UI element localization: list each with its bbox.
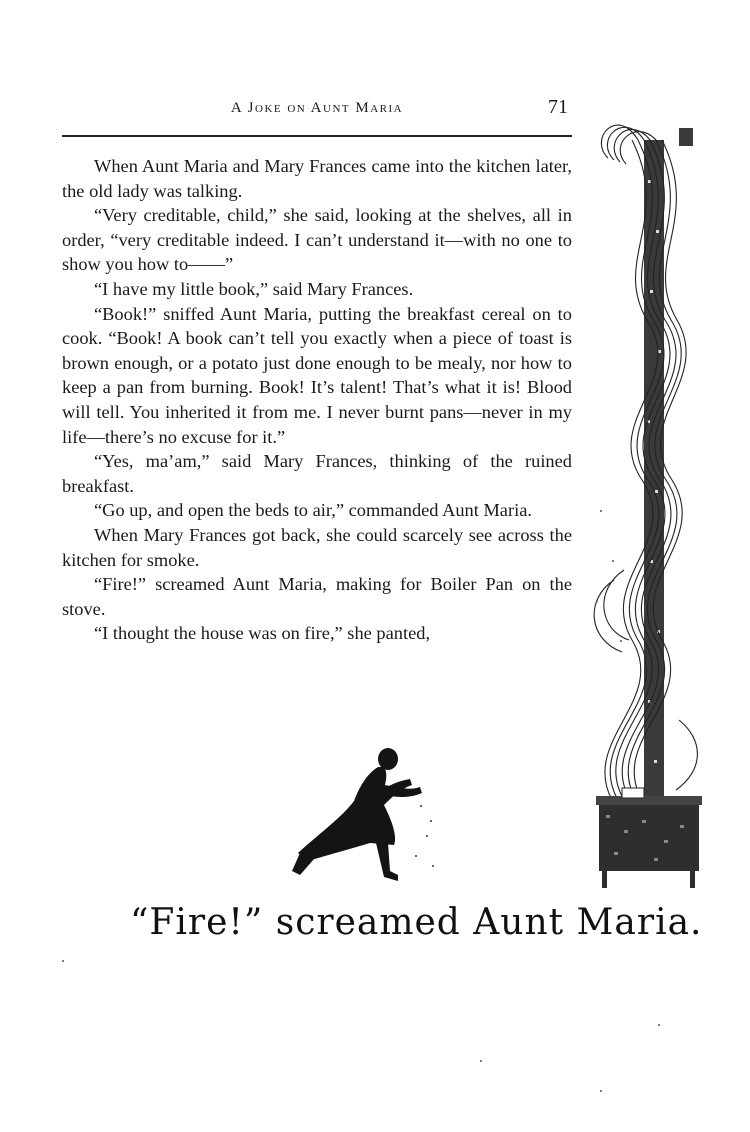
paragraph: “Fire!” screamed Aunt Maria, making for Boiler Pan on the stove.: [62, 574, 572, 619]
page-number: 71: [548, 96, 568, 118]
paragraph: “Very creditable, child,” she said, looking at the shelves, all in order, “very creditable indeed. I can’t understand it—with no one to show you how to——”: [62, 205, 572, 275]
paragraph: “Go up, and open the beds to air,” commanded Aunt Maria.: [94, 500, 532, 521]
paragraph: “Yes, ma’am,” said Mary Frances, thinking of the ruined breakfast.: [62, 451, 572, 496]
running-header: [62, 96, 572, 128]
print-speck: [620, 640, 622, 642]
print-speck: [658, 1024, 660, 1026]
print-speck: [480, 1060, 482, 1062]
illustration-caption: “Fire!” screamed Aunt Maria.: [130, 902, 703, 943]
aunt-maria-silhouette: [280, 745, 440, 895]
body-text: [62, 154, 572, 646]
print-speck: [600, 510, 602, 512]
paragraph: When Aunt Maria and Mary Frances came into the kitchen later, the old lady was talking.: [62, 156, 572, 201]
print-speck: [600, 1090, 602, 1092]
paragraph: “Book!” sniffed Aunt Maria, putting the breakfast cereal on to cook. “Book! A book can’t tell you exactly when a piece of toast is brown enough, or a potato just done enough to be mealy, nor how to keep a pan from burning. Book! It’s talent! That’s what it is! Blood will tell. You inherited it from me. I never burnt pans—never in my life—there’s no excuse for it.”: [62, 303, 572, 447]
print-speck: [612, 560, 614, 562]
print-speck: [62, 960, 64, 962]
paragraph: When Mary Frances got back, she could scarcely see across the kitchen for smoke.: [62, 524, 572, 570]
header-rule: [62, 135, 572, 137]
stovepipe-smoke-illustration: [584, 100, 714, 900]
running-head: A Joke on Aunt Maria: [230, 100, 404, 116]
paragraph: “I have my little book,” said Mary Frances.: [94, 278, 414, 299]
paragraph: “I thought the house was on fire,” she panted,: [94, 623, 431, 644]
print-speck: [596, 600, 598, 602]
